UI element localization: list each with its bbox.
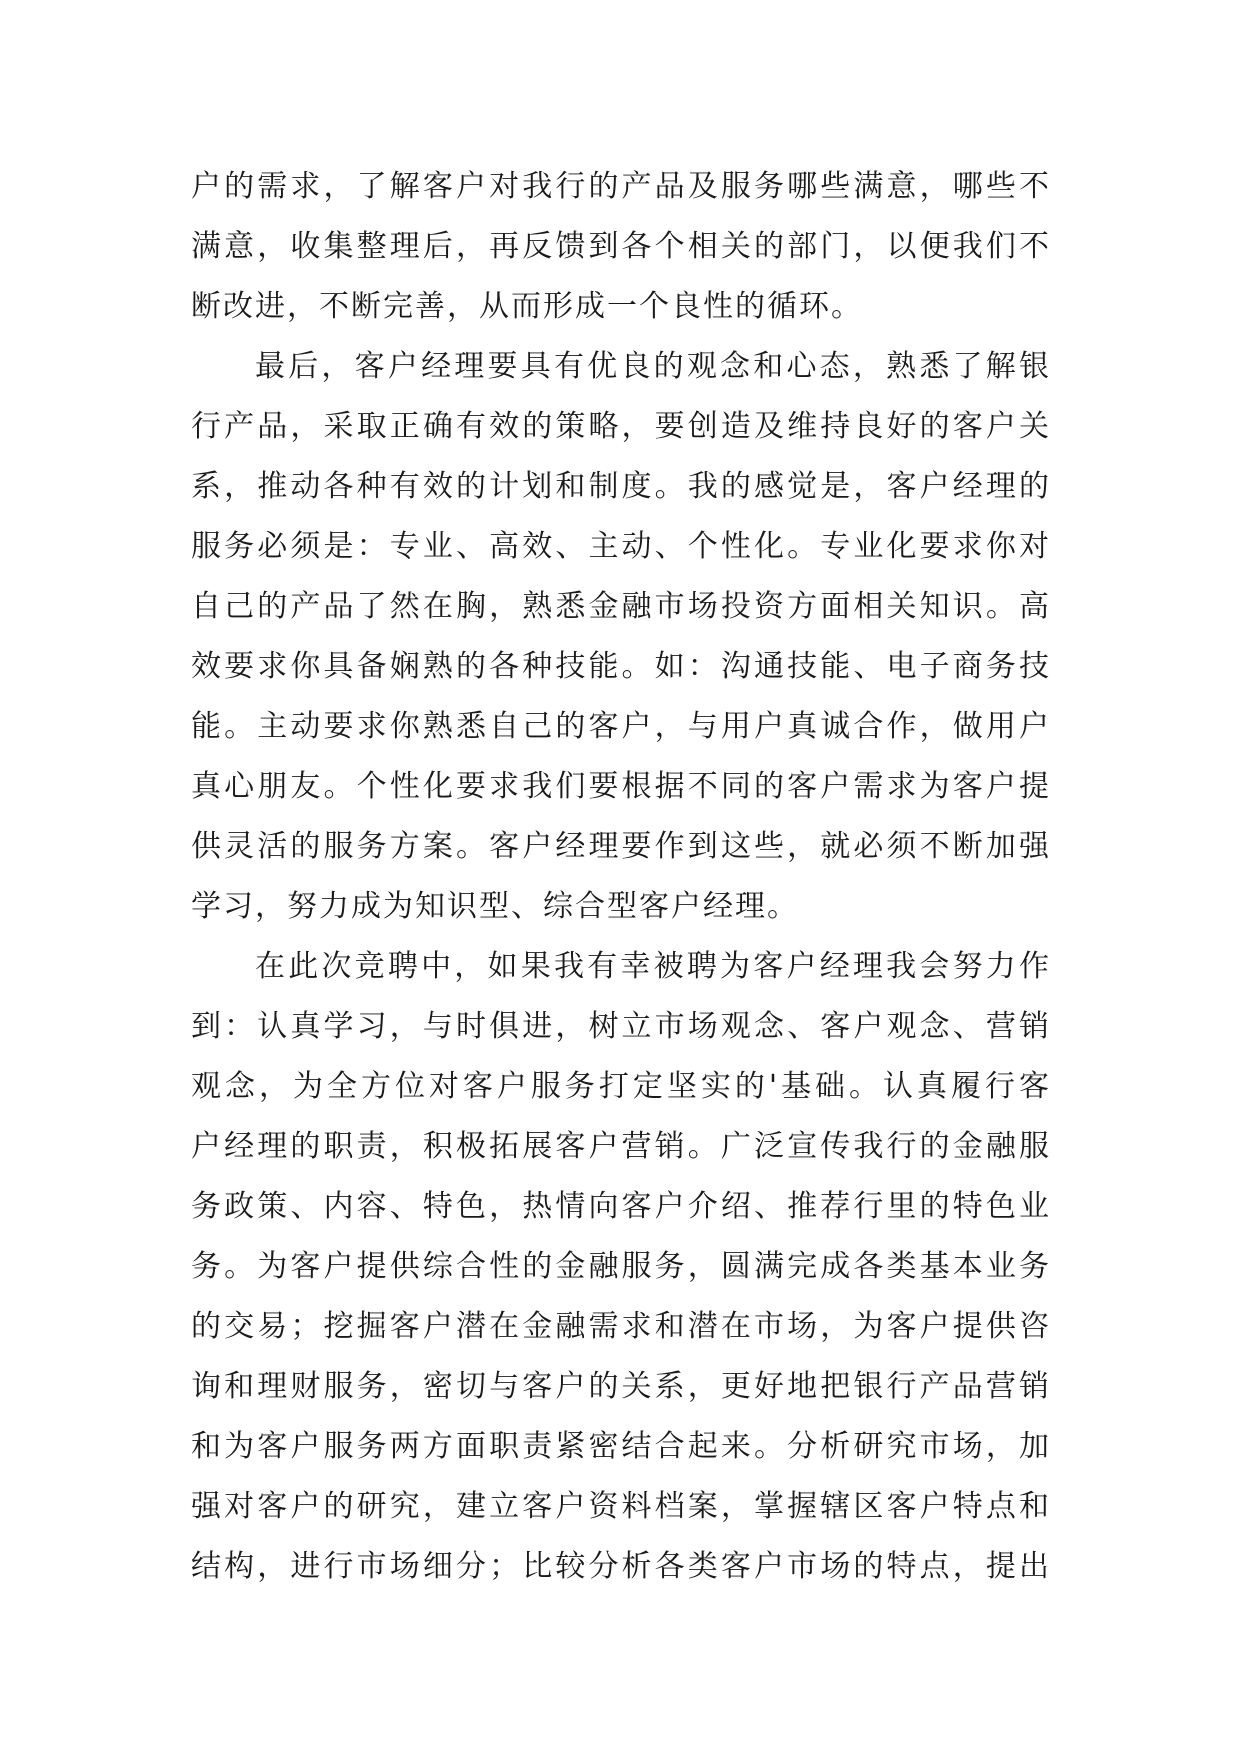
text-line: 到：认真学习，与时俱进，树立市场观念、客户观念、营销 [191,1009,1051,1044]
text-line: 务。为客户提供综合性的金融服务，圆满完成各类基本业务 [191,1249,1051,1284]
text-line: 询和理财服务，密切与客户的关系，更好地把银行产品营销 [191,1369,1051,1404]
text-line: 系，推动各种有效的计划和制度。我的感觉是，客户经理的 [191,469,1051,504]
text-line: 务政策、内容、特色，热情向客户介绍、推荐行里的特色业 [191,1189,1051,1224]
text-line: 行产品，采取正确有效的策略，要创造及维持良好的客户关 [191,409,1051,444]
text-line: 最后，客户经理要具有优良的观念和心态，熟悉了解银 [255,349,1051,384]
text-line: 的交易；挖掘客户潜在金融需求和潜在市场，为客户提供咨 [191,1309,1051,1344]
text-line: 观念，为全方位对客户服务打定坚实的'基础。认真履行客 [191,1069,1051,1104]
text-line: 满意，收集整理后，再反馈到各个相关的部门，以便我们不 [191,229,1051,264]
text-line: 供灵活的服务方案。客户经理要作到这些，就必须不断加强 [191,829,1051,864]
text-line: 户的需求，了解客户对我行的产品及服务哪些满意，哪些不 [191,169,1051,204]
text-line: 自己的产品了然在胸，熟悉金融市场投资方面相关知识。高 [191,589,1051,624]
text-line: 效要求你具备娴熟的各种技能。如：沟通技能、电子商务技 [191,649,1051,684]
text-line: 户经理的职责，积极拓展客户营销。广泛宣传我行的金融服 [191,1129,1051,1164]
text-line: 结构，进行市场细分；比较分析各类客户市场的特点，提出 [191,1549,1051,1584]
text-line: 断改进，不断完善，从而形成一个良性的循环。 [191,289,863,324]
text-line: 真心朋友。个性化要求我们要根据不同的客户需求为客户提 [191,769,1051,804]
text-line: 强对客户的研究，建立客户资料档案，掌握辖区客户特点和 [191,1489,1051,1524]
text-line: 服务必须是：专业、高效、主动、个性化。专业化要求你对 [191,529,1051,564]
text-line: 和为客户服务两方面职责紧密结合起来。分析研究市场，加 [191,1429,1051,1464]
text-line: 在此次竞聘中，如果我有幸被聘为客户经理我会努力作 [255,949,1051,984]
text-line: 学习，努力成为知识型、综合型客户经理。 [191,889,799,924]
text-line: 能。主动要求你熟悉自己的客户，与用户真诚合作，做用户 [191,709,1051,744]
body-text [191,157,1051,1597]
